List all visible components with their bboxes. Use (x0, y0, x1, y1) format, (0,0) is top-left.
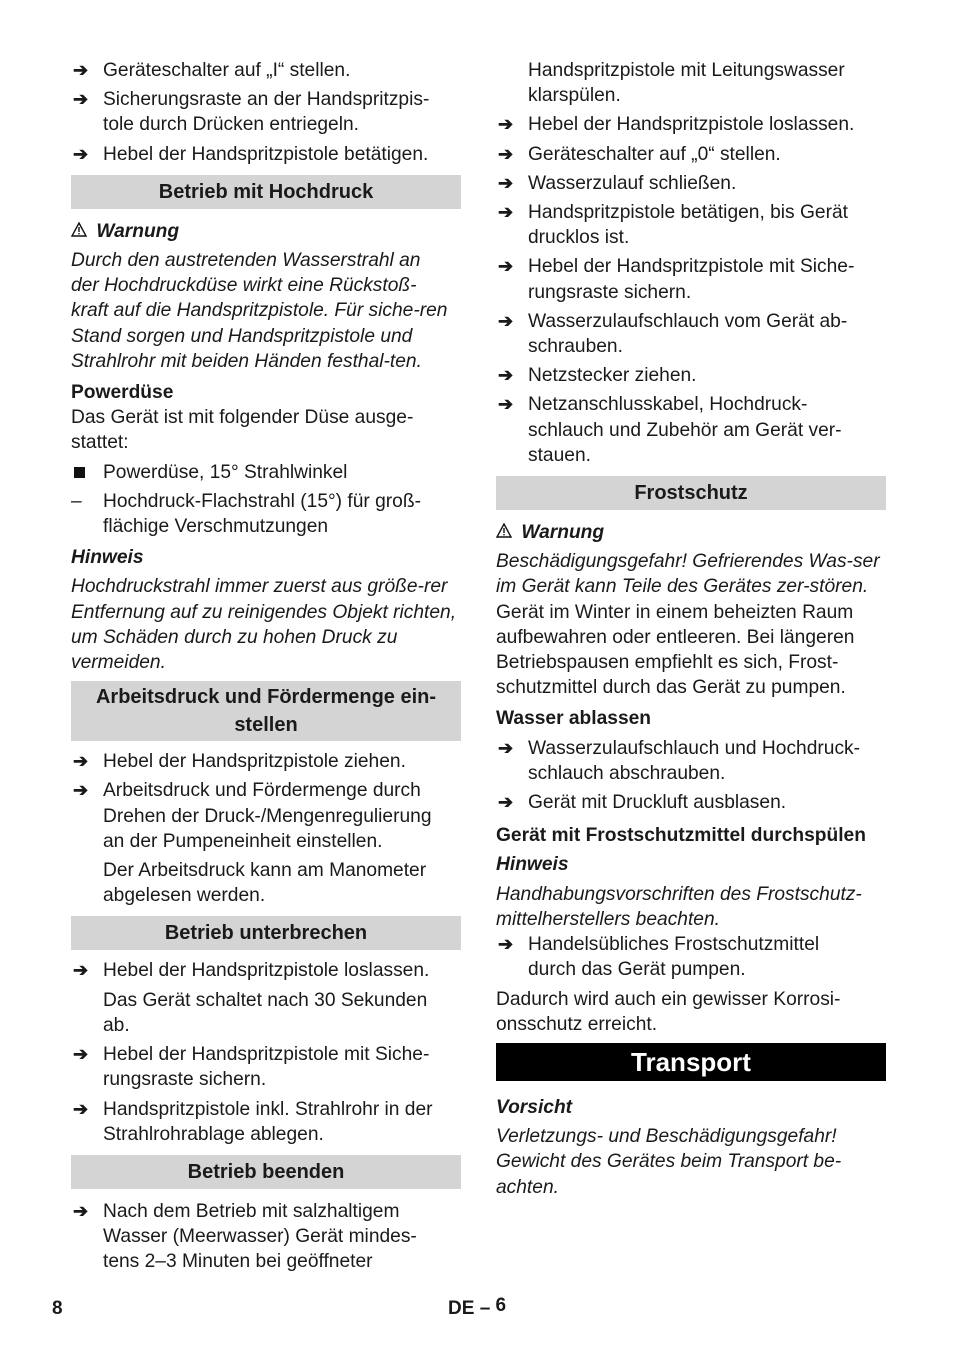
arrow-right-icon: ➔ (498, 256, 514, 277)
arrow-right-icon: ➔ (498, 934, 514, 955)
arrow-right-icon: ➔ (498, 310, 514, 331)
powerduese-heading: Powerdüse (71, 382, 174, 404)
arrow-right-icon: ➔ (73, 780, 89, 801)
arrow-right-icon: ➔ (498, 365, 514, 386)
arrow-right-icon: ➔ (498, 202, 514, 223)
list-item: ➔ Handelsübliches Frostschutzmittel durch das Gerät pumpen. (498, 934, 820, 981)
section-header-frostschutz: Frostschutz (496, 476, 886, 510)
arrow-right-icon: ➔ (498, 394, 514, 415)
warning-label: Warnung (71, 219, 461, 244)
arrow-right-icon: ➔ (73, 143, 89, 164)
list-item: ➔ Wasserzulauf schließen. (496, 171, 886, 196)
list-item: ➔ Hebel der Handspritzpistole ziehen. (71, 749, 461, 774)
list-item: ➔ Nach dem Betrieb mit salzhaltigem Wasser (Meerwasser) Gerät mindes-tens 2–3 Minuten bei geöffneter (73, 1200, 417, 1273)
arrow-right-icon: ➔ (73, 1044, 89, 1065)
page-number: 8 (52, 1298, 63, 1319)
list-item: ➔ Netzstecker ziehen. (496, 363, 886, 388)
list-item: ➔ Gerät mit Druckluft ausblasen. (496, 790, 886, 815)
arrow-right-icon: ➔ (73, 1200, 89, 1221)
section-header-unterbrechen: Betrieb unterbrechen (71, 916, 461, 950)
list-item: ➔ Hebel der Handspritzpistole mit Siche-rungsraste sichern. (498, 256, 855, 303)
list-item: ➔ Wasserzulaufschlauch vom Gerät ab-schrauben. (498, 310, 848, 358)
section-header-beenden: Betrieb beenden (71, 1155, 461, 1189)
list-item: ➔ Geräteschalter auf „I“ stellen. (71, 58, 461, 83)
hinweis-text: Handhabungsvorschriften des Frostschutz-mittelherstellers beachten. (496, 883, 862, 930)
list-item: ➔ Hebel der Handspritzpistole betätigen. (71, 142, 461, 167)
transport-header: Transport (496, 1043, 886, 1081)
list-item: ➔ Arbeitsdruck und Fördermenge durch Drehen der Druck-/Mengenregulierung an der Pumpeneinheit einstellen. (73, 780, 432, 852)
warning-triangle-icon (496, 520, 516, 545)
hinweis-label: Hinweis (496, 854, 569, 876)
arrow-right-icon: ➔ (73, 1098, 89, 1119)
hinweis-label: Hinweis (71, 547, 144, 569)
vorsicht-text: Verletzungs- und Beschädigungsgefahr! Gewicht des Gerätes beim Transport be-achten. (496, 1126, 842, 1198)
warning-text: Beschädigungsgefahr! Gefrierendes Was-ser im Gerät kann Teile des Gerätes zer-stören. (496, 551, 880, 598)
list-item: ➔ Hebel der Handspritzpistole loslassen. (71, 958, 461, 983)
arrow-right-icon: ➔ (73, 89, 89, 110)
arrow-right-icon: ➔ (73, 60, 89, 80)
warning-triangle-icon (71, 219, 91, 244)
list-item: ➔ Wasserzulaufschlauch und Hochdruck-schlauch abschrauben. (498, 737, 861, 784)
arrow-right-icon: ➔ (498, 792, 514, 813)
list-item: ➔ Handspritzpistole betätigen, bis Gerät drucklos ist. (498, 202, 848, 249)
note-text: Der Arbeitsdruck kann am Manometer abgelesen werden. (103, 860, 427, 907)
note-text: Das Gerät schaltet nach 30 Sekunden ab. (103, 989, 428, 1036)
vorsicht-label: Vorsicht (496, 1096, 573, 1118)
list-item: ➔ Sicherungsraste an der Handspritzpis- tole durch Drücken entriegeln. (73, 89, 430, 136)
dash-bullet: – (71, 490, 82, 512)
warning-label: Warnung (496, 520, 886, 545)
powerduese-text: Das Gerät ist mit folgender Düse ausge-stattet: (71, 407, 414, 454)
list-item: ➔ Handspritzpistole inkl. Strahlrohr in der Strahlrohrablage ablegen. (73, 1098, 433, 1145)
list-item: Powerdüse, 15° Strahlwinkel (71, 460, 461, 485)
wasser-heading: Wasser ablassen (496, 708, 652, 730)
spuelen-text: Dadurch wird auch ein gewisser Korrosi-onsschutz erreicht. (496, 988, 841, 1035)
list-item: ➔ Geräteschalter auf „0“ stellen. (496, 142, 886, 167)
arrow-right-icon: ➔ (498, 737, 514, 758)
warning-text: Durch den austretenden Wasserstrahl an der Hochdruckdüse wirkt eine Rückstoß-kraft auf die Handspritzpistole. Für siche-ren Stand sorgen und Handspritzpistole und Strahlrohr mit beiden Händen festhal-ten. (71, 250, 448, 372)
arrow-right-icon: ➔ (498, 172, 514, 193)
spuelen-heading: Gerät mit Frostschutzmittel durchspülen (496, 825, 866, 847)
arrow-right-icon: ➔ (73, 960, 89, 981)
section-header-hochdruck: Betrieb mit Hochdruck (71, 175, 461, 209)
left-column (71, 58, 461, 1275)
arrow-right-icon: ➔ (73, 751, 89, 772)
list-item: ➔ Netzanschlusskabel, Hochdruck-schlauch und Zubehör am Gerät ver-stauen. (498, 394, 842, 466)
frost-text: Gerät im Winter in einem beheizten Raum aufbewahren oder entleeren. Bei längeren Betriebspausen empfiehlt es sich, Frost-schutzmittel durch das Gerät zu pumpen. (496, 601, 855, 699)
continued-text: Handspritzpistole mit Leitungswasser klarspülen. (528, 60, 845, 107)
square-bullet-icon (74, 467, 85, 478)
section-header-arbeitsdruck: Arbeitsdruck und Fördermenge ein- stellen (71, 681, 461, 741)
list-item: ➔ Hebel der Handspritzpistole loslassen. (496, 112, 886, 137)
list-item: ➔ Hebel der Handspritzpistole mit Siche-rungsraste sichern. (73, 1044, 430, 1091)
list-item: – Hochdruck-Flachstrahl (15°) für groß-flächige Verschmutzungen (71, 490, 421, 538)
right-column (496, 58, 886, 1200)
page-label: DE – 6 (448, 1295, 507, 1319)
arrow-right-icon: ➔ (498, 143, 514, 164)
arrow-right-icon: ➔ (498, 114, 514, 135)
hinweis-text: Hochdruckstrahl immer zuerst aus größe-rer Entfernung auf zu reinigendes Objekt richten, um Schäden durch zu hohen Druck zu vermeiden. (71, 576, 457, 674)
